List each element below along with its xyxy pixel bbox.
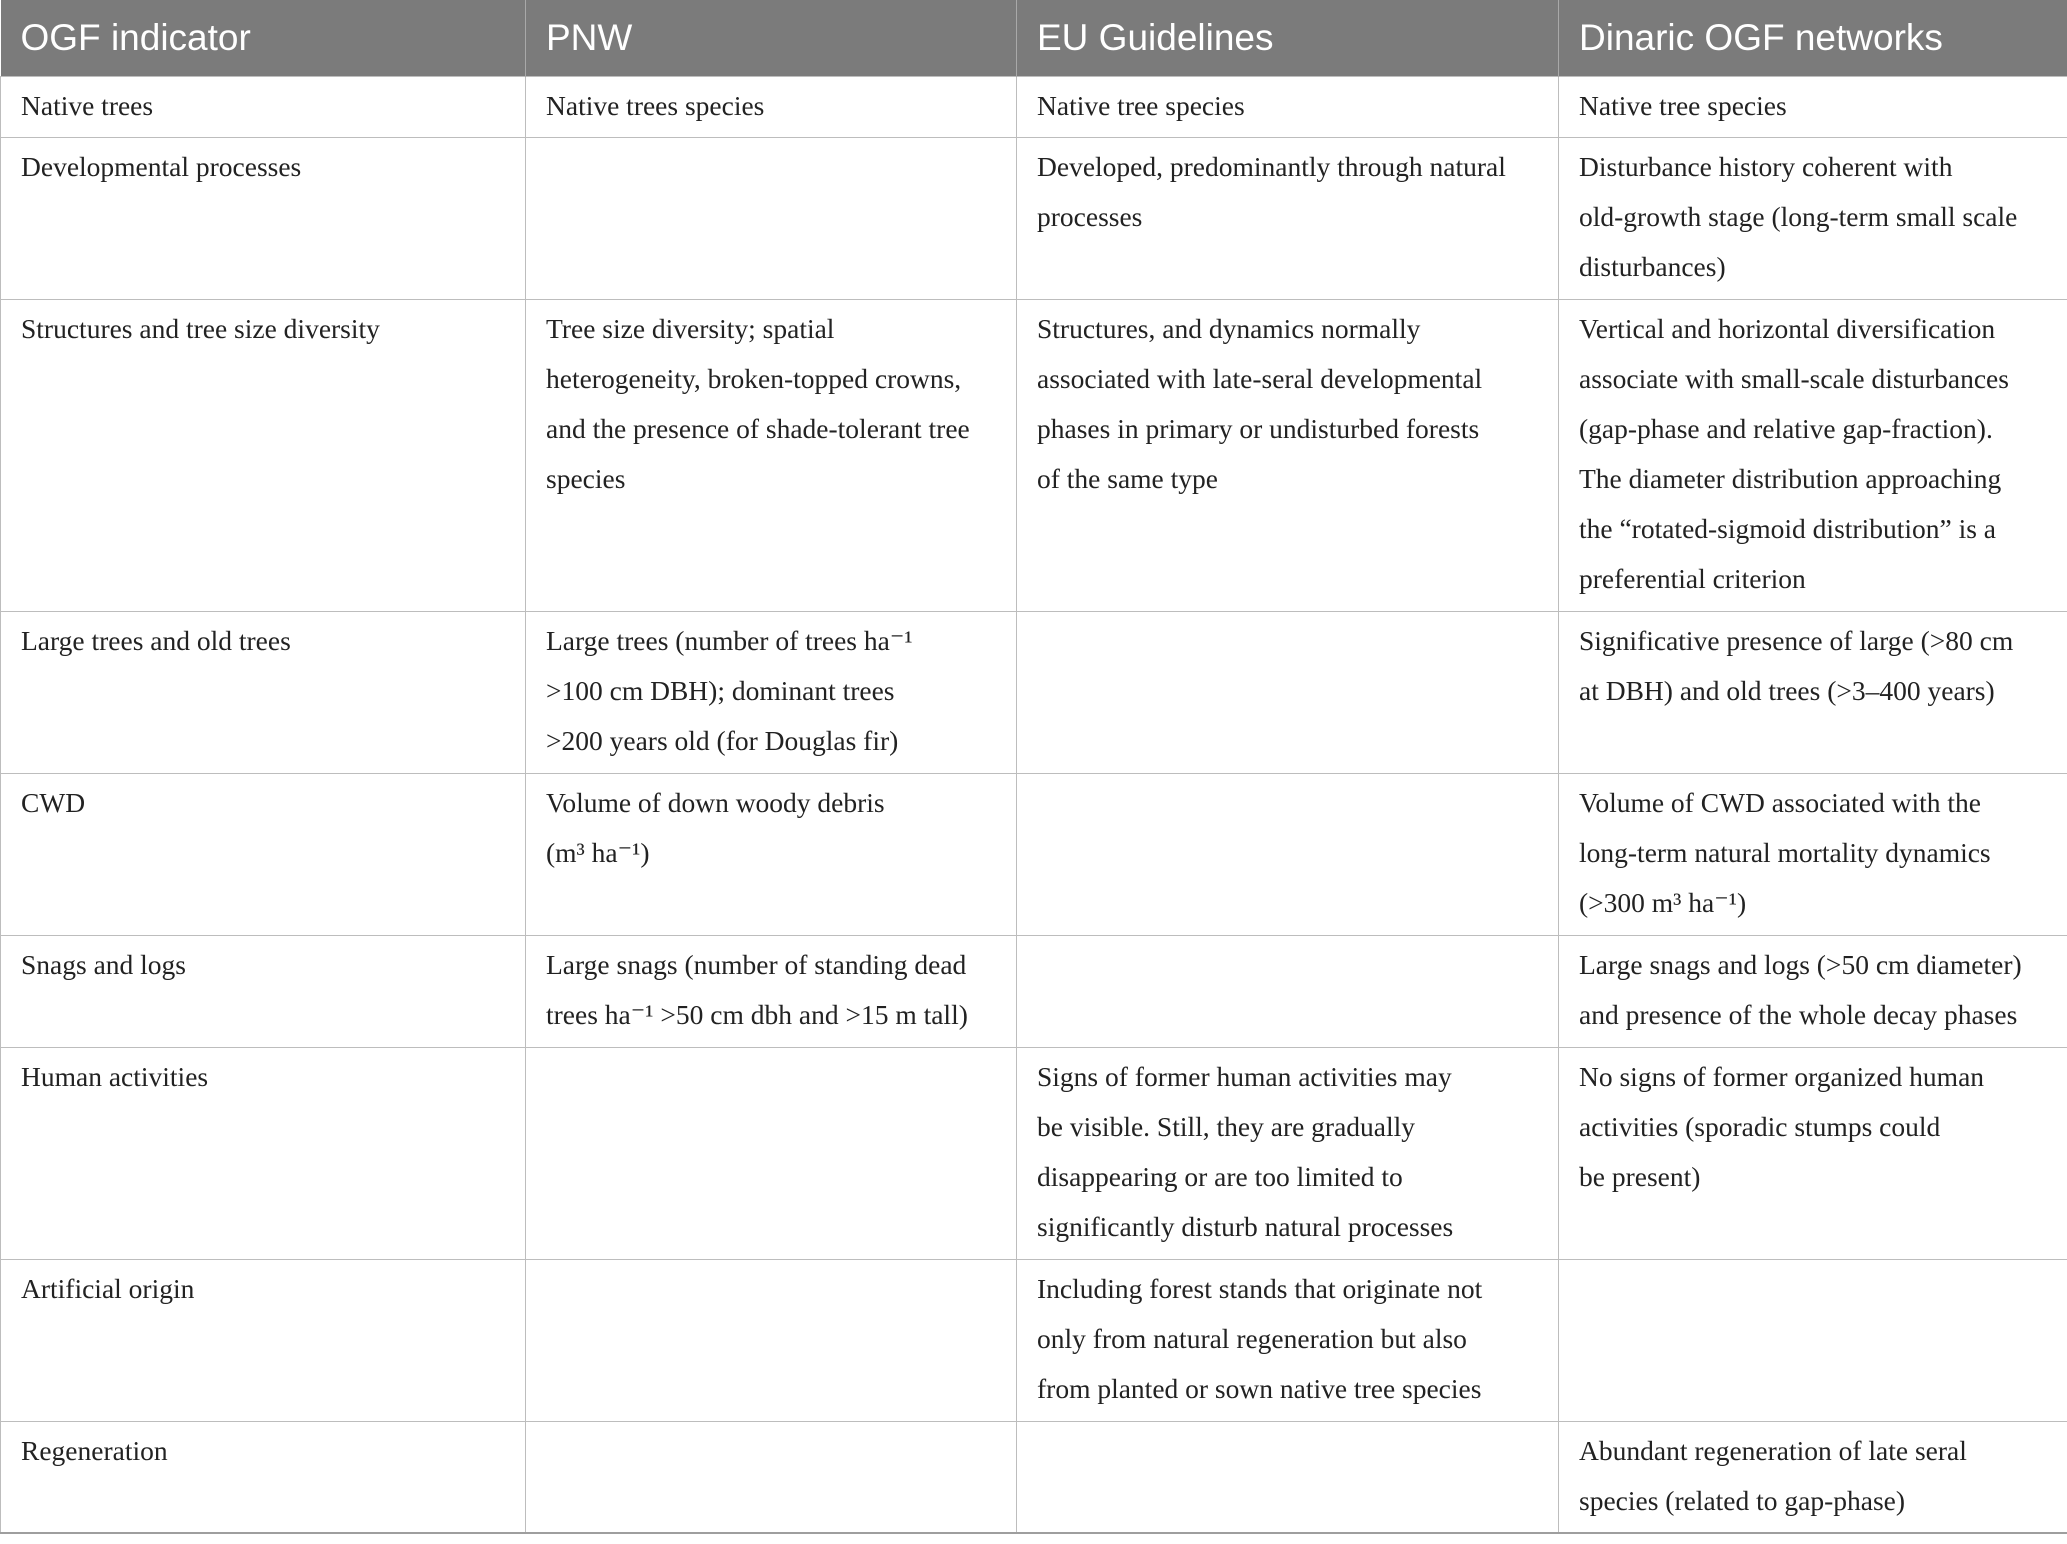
table-row: [1, 299, 2067, 611]
header-ogf-indicator: OGF indicator: [1, 0, 526, 76]
cell-indicator: Snags and logs: [1, 935, 526, 1047]
cell-eu: [1017, 935, 1559, 1047]
cell-pnw: [526, 1421, 1017, 1533]
cell-dinaric: Large snags and logs (>50 cm diameter) and presence of the whole decay phases: [1559, 935, 2067, 1047]
header-eu-guidelines: EU Guidelines: [1017, 0, 1559, 76]
cell-indicator: Regeneration: [1, 1421, 526, 1533]
cell-eu: Developed, predominantly through natural processes: [1017, 137, 1559, 299]
header-dinaric-ogf-networks: Dinaric OGF networks: [1559, 0, 2067, 76]
cell-indicator: Large trees and old trees: [1, 611, 526, 773]
table-row: [1, 76, 2067, 137]
table-row: [1, 1421, 2067, 1533]
cell-pnw: Native trees species: [526, 76, 1017, 137]
cell-dinaric: Abundant regeneration of late seral species (related to gap-phase): [1559, 1421, 2067, 1533]
table-row: [1, 611, 2067, 773]
table-row: [1, 935, 2067, 1047]
cell-pnw: Tree size diversity; spatial heterogeneity, broken-topped crowns, and the presence of shade-tolerant tree species: [526, 299, 1017, 611]
cell-dinaric: Disturbance history coherent with old-growth stage (long-term small scale disturbances): [1559, 137, 2067, 299]
cell-indicator: Artificial origin: [1, 1259, 526, 1421]
cell-dinaric: Volume of CWD associated with the long-term natural mortality dynamics (>300 m³ ha⁻¹): [1559, 773, 2067, 935]
cell-eu: [1017, 773, 1559, 935]
cell-indicator: Developmental processes: [1, 137, 526, 299]
table-row: [1, 773, 2067, 935]
cell-pnw: Volume of down woody debris (m³ ha⁻¹): [526, 773, 1017, 935]
cell-indicator: Native trees: [1, 76, 526, 137]
table-row: [1, 1047, 2067, 1259]
cell-dinaric: Native tree species: [1559, 76, 2067, 137]
cell-eu: [1017, 611, 1559, 773]
table-row: [1, 1259, 2067, 1421]
cell-eu: Signs of former human activities may be visible. Still, they are gradually disappearing or are too limited to significantly disturb natural processes: [1017, 1047, 1559, 1259]
cell-dinaric: [1559, 1259, 2067, 1421]
cell-pnw: [526, 137, 1017, 299]
cell-pnw: [526, 1259, 1017, 1421]
cell-dinaric: Vertical and horizontal diversification associate with small-scale disturbances (gap-phase and relative gap-fraction). The diameter distribution approaching the “rotated-sigmoid distribution” is a preferential criterion: [1559, 299, 2067, 611]
cell-dinaric: Significative presence of large (>80 cm at DBH) and old trees (>3–400 years): [1559, 611, 2067, 773]
cell-indicator: Structures and tree size diversity: [1, 299, 526, 611]
table-body: [1, 76, 2067, 1533]
table-header: [1, 0, 2067, 76]
cell-eu: Native tree species: [1017, 76, 1559, 137]
cell-eu: Including forest stands that originate not only from natural regeneration but also from planted or sown native tree species: [1017, 1259, 1559, 1421]
cell-eu: Structures, and dynamics normally associated with late-seral developmental phases in primary or undisturbed forests of the same type: [1017, 299, 1559, 611]
cell-dinaric: No signs of former organized human activities (sporadic stumps could be present): [1559, 1047, 2067, 1259]
table-row: [1, 137, 2067, 299]
cell-pnw: [526, 1047, 1017, 1259]
header-pnw: PNW: [526, 0, 1017, 76]
cell-pnw: Large snags (number of standing dead trees ha⁻¹ >50 cm dbh and >15 m tall): [526, 935, 1017, 1047]
cell-pnw: Large trees (number of trees ha⁻¹ >100 cm DBH); dominant trees >200 years old (for Douglas fir): [526, 611, 1017, 773]
cell-indicator: Human activities: [1, 1047, 526, 1259]
cell-indicator: CWD: [1, 773, 526, 935]
cell-eu: [1017, 1421, 1559, 1533]
header-row: [1, 0, 2067, 76]
